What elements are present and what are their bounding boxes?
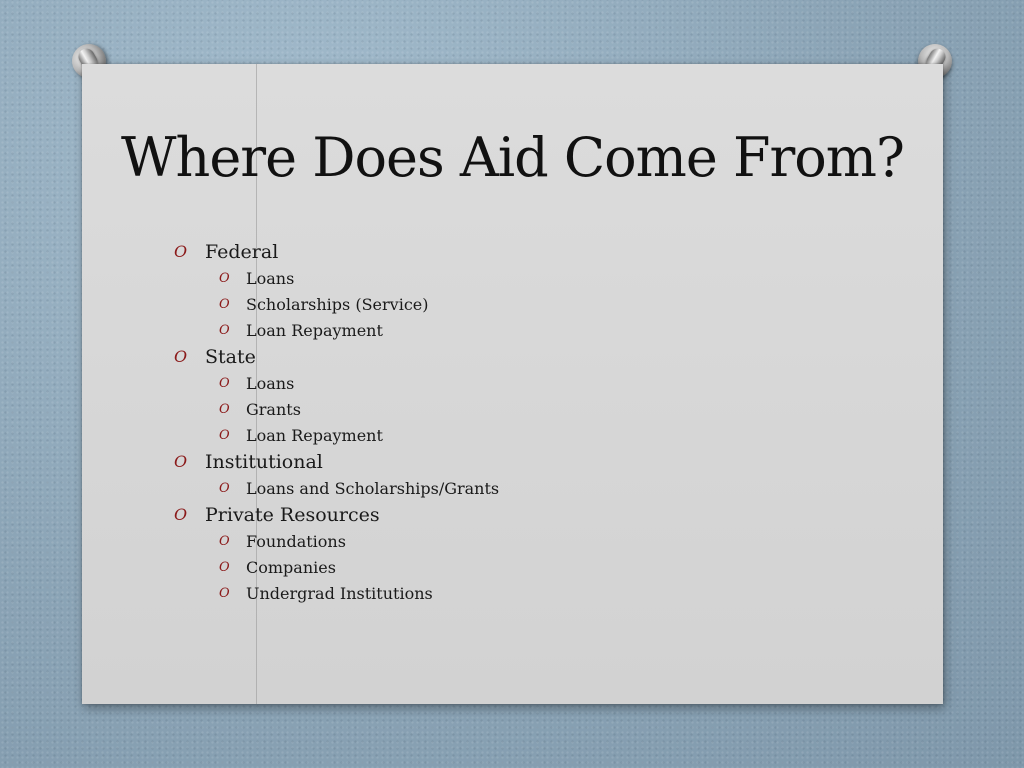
- bullet-label: State: [205, 346, 256, 368]
- sub-item-label: Loan Repayment: [246, 426, 383, 445]
- sub-item-label: Grants: [246, 400, 301, 419]
- sub-list-item: [174, 581, 499, 607]
- sub-list-item: [174, 266, 499, 292]
- sub-list-item: [174, 529, 499, 555]
- bullet-icon: O: [174, 347, 188, 366]
- sub-list: [174, 529, 499, 607]
- bullet-icon: O: [219, 402, 230, 417]
- sub-item-label: Scholarships (Service): [246, 295, 429, 314]
- list-item-institutional: [174, 449, 499, 502]
- slide-panel: [82, 64, 943, 704]
- bullet-icon: O: [219, 586, 230, 601]
- bullet-label: Private Resources: [205, 504, 380, 526]
- list-item-state: [174, 344, 499, 449]
- bullet-icon: O: [219, 376, 230, 391]
- bullet-icon: O: [174, 452, 188, 471]
- bullet-icon: O: [174, 505, 188, 524]
- sub-item-label: Loan Repayment: [246, 321, 383, 340]
- bullet-icon: O: [219, 297, 230, 312]
- sub-item-label: Loans and Scholarships/Grants: [246, 479, 500, 498]
- list-item-federal: [174, 239, 499, 344]
- sub-list-item: [174, 397, 499, 423]
- bullet-icon: O: [219, 323, 230, 338]
- sub-list-item: [174, 476, 499, 502]
- bullet-label: Institutional: [205, 451, 323, 473]
- sub-item-label: Companies: [246, 558, 336, 577]
- bullet-icon: O: [219, 534, 230, 549]
- bullet-icon: O: [174, 242, 188, 261]
- sub-list-item: [174, 371, 499, 397]
- bullet-icon: O: [219, 271, 230, 286]
- bullet-icon: O: [219, 481, 230, 496]
- sub-list-item: [174, 423, 499, 449]
- bullet-icon: O: [219, 560, 230, 575]
- sub-list-item: [174, 292, 499, 318]
- sub-item-label: Loans: [246, 374, 295, 393]
- sub-item-label: Undergrad Institutions: [246, 584, 433, 603]
- sub-item-label: Loans: [246, 269, 295, 288]
- sub-list: [174, 371, 499, 449]
- bullet-icon: O: [219, 428, 230, 443]
- bullet-label: Federal: [205, 241, 279, 263]
- sub-item-label: Foundations: [246, 532, 346, 551]
- sub-list-item: [174, 318, 499, 344]
- sub-list-item: [174, 555, 499, 581]
- bullet-list: [174, 239, 499, 607]
- sub-list: [174, 266, 499, 344]
- sub-list: [174, 476, 499, 502]
- slide-title: Where Does Aid Come From?: [121, 126, 904, 189]
- list-item-private-resources: [174, 502, 499, 607]
